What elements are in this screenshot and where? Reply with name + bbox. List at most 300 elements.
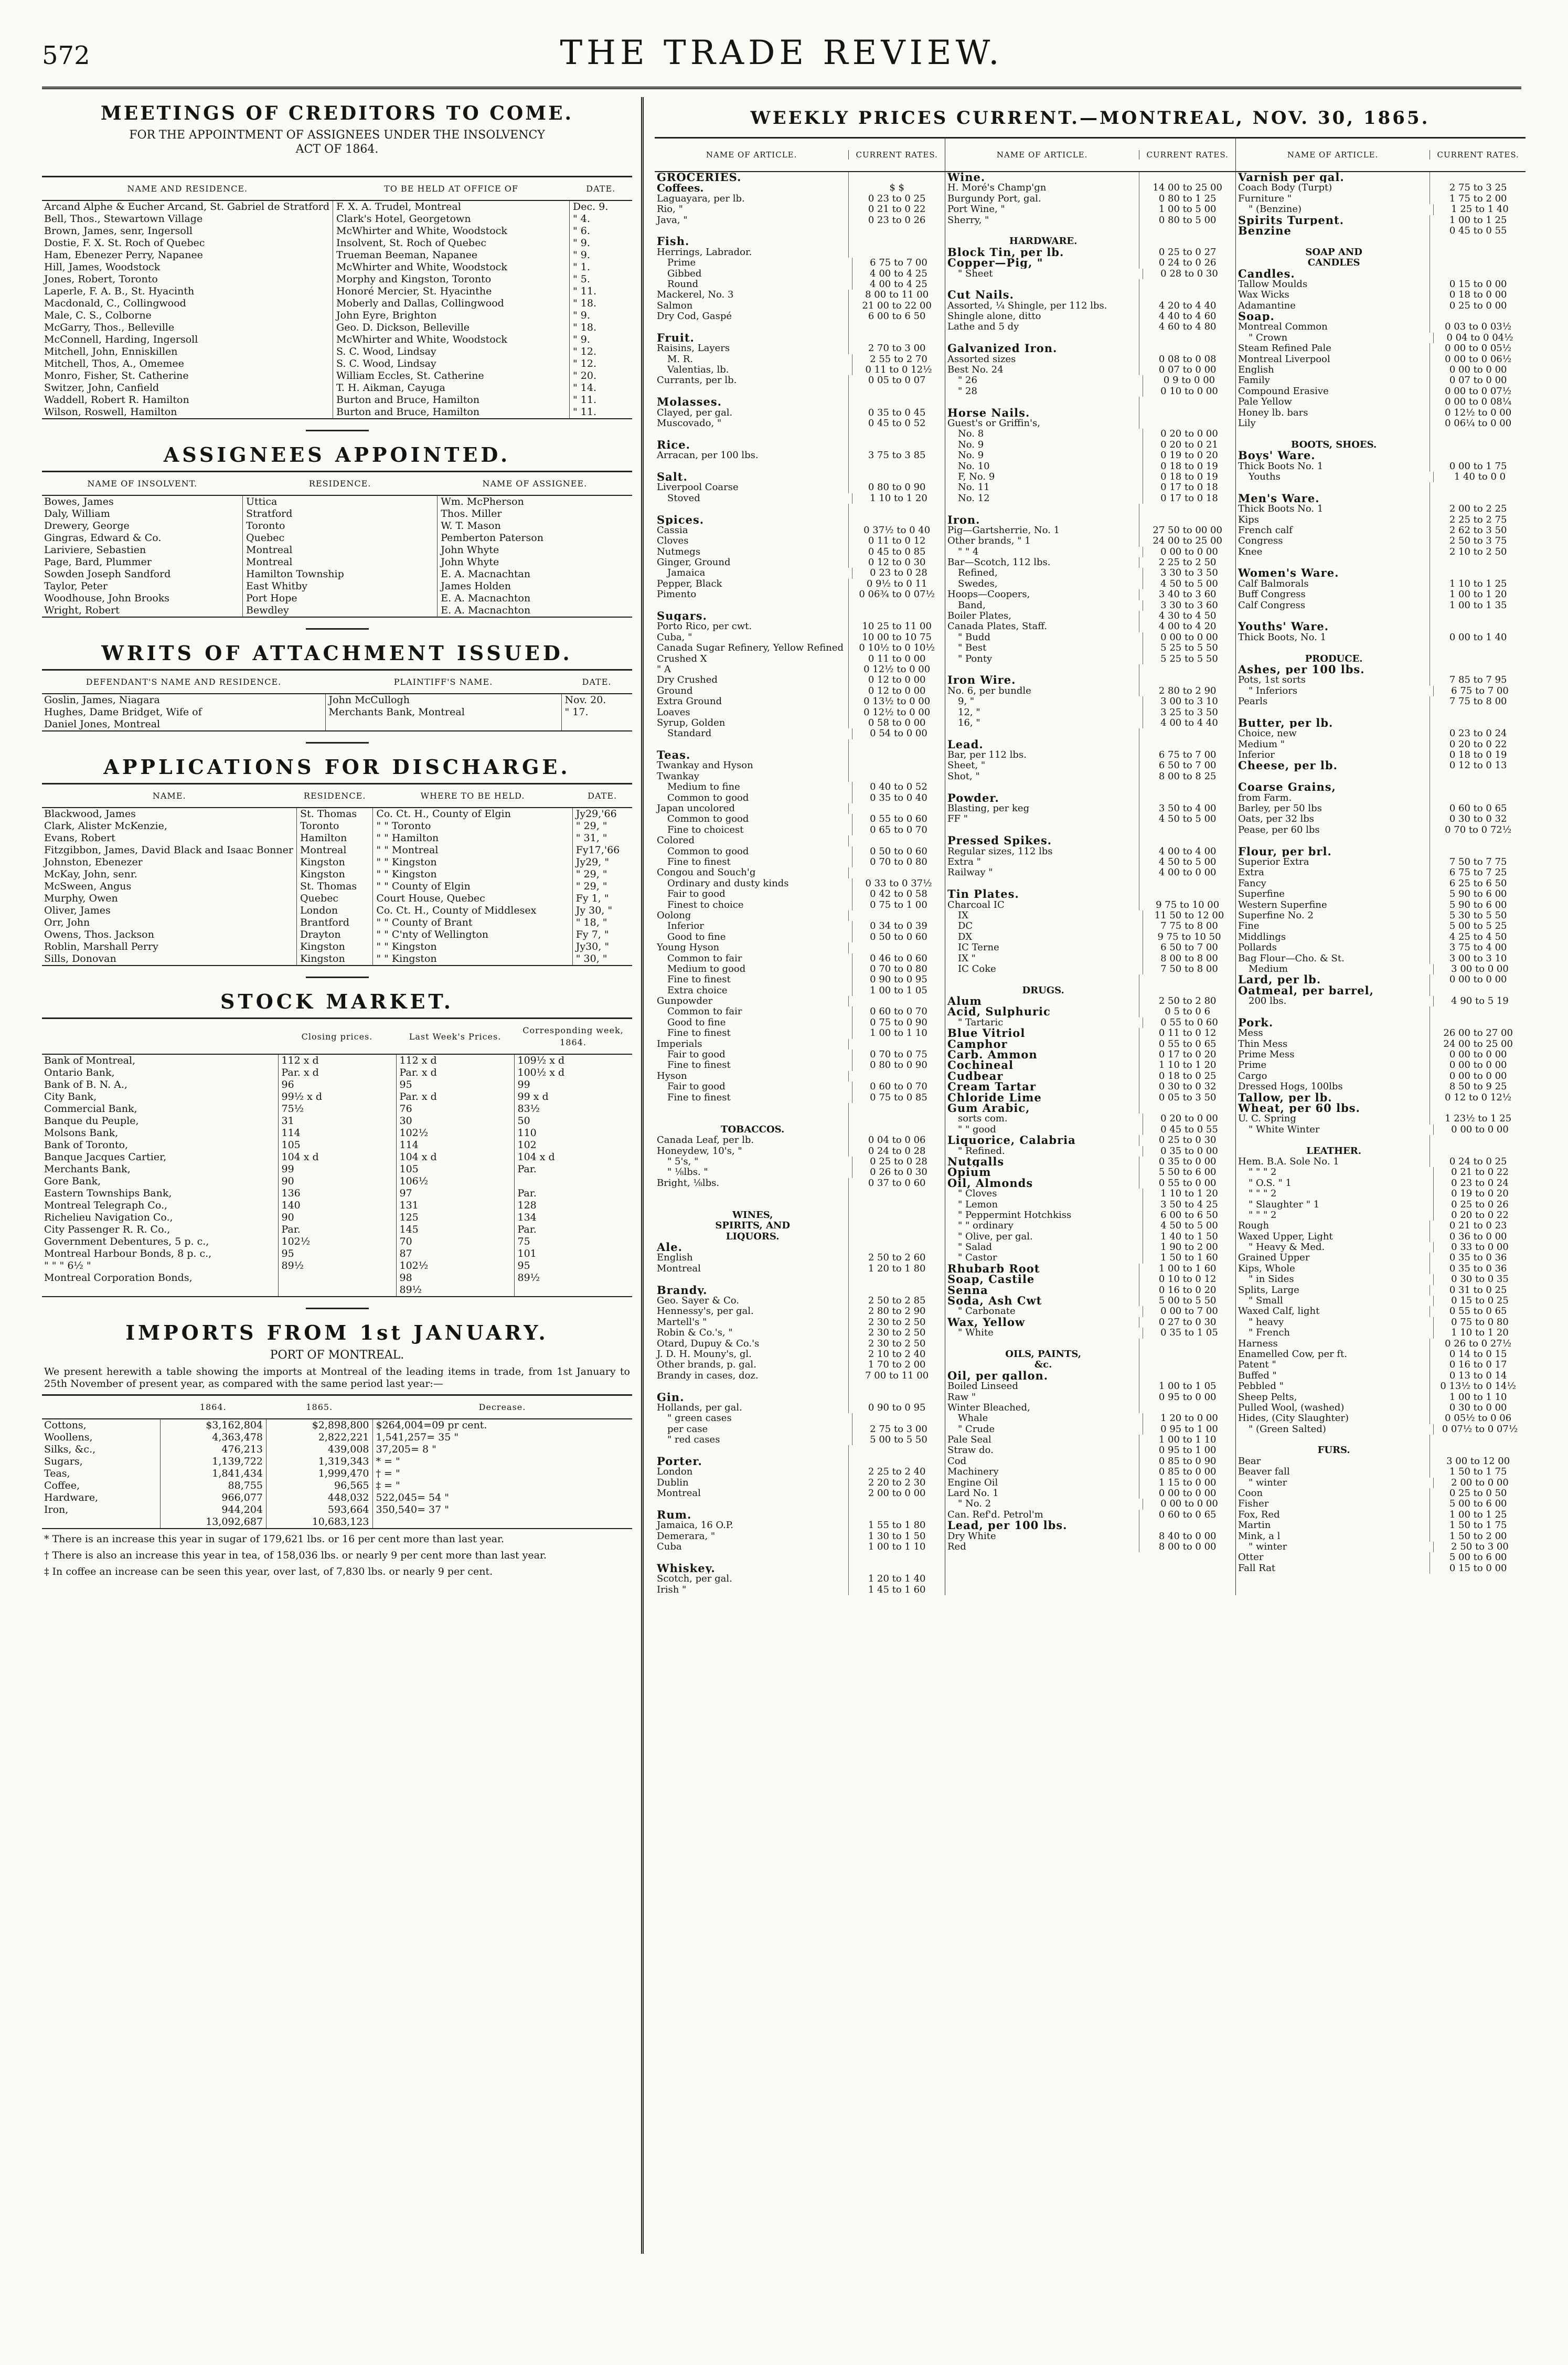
price-row xyxy=(1236,472,1526,482)
article-name: Cudbear xyxy=(947,1070,1004,1082)
article-name: Geo. Sayer & Co. xyxy=(657,1296,739,1307)
article-name: Acid, Sulphuric xyxy=(947,1006,1051,1017)
article-name: 9, " xyxy=(958,696,975,707)
table-cell: Par. x d xyxy=(278,1067,396,1079)
column-header: DATE. xyxy=(561,670,632,694)
article-rate: 0 50 to 0 60 xyxy=(852,932,945,942)
price-row xyxy=(1236,290,1526,300)
article-rate: 1 70 to 2 00 xyxy=(848,1360,945,1370)
article-name: " White Winter xyxy=(1249,1124,1320,1135)
table-cell: " 11. xyxy=(570,394,632,406)
article-rate: 0 35 to 0 36 xyxy=(1430,1264,1526,1274)
price-row xyxy=(1236,696,1526,707)
article-rate: 0 00 to 1 75 xyxy=(1430,461,1526,472)
article-rate: 8 00 to 0 00 xyxy=(1139,1542,1235,1552)
article-rate xyxy=(1430,1445,1526,1456)
article-rate: 0 12 to 0 00 xyxy=(848,675,945,685)
article-name: IX xyxy=(958,910,968,921)
article-rate xyxy=(1430,493,1526,504)
table-cell: Kingston xyxy=(296,953,372,966)
table-row xyxy=(42,1200,632,1212)
article-rate: 1 50 to 1 75 xyxy=(1430,1520,1526,1531)
article-name: Dry Crushed xyxy=(657,675,718,686)
price-row xyxy=(1236,632,1526,643)
table-row xyxy=(42,1444,632,1456)
article-rate: 0 24 to 0 26 xyxy=(1139,258,1235,268)
article-rate xyxy=(848,1563,945,1574)
article-name: Calf Congress xyxy=(1238,600,1306,611)
table-cell: Macdonald, C., Collingwood xyxy=(44,298,186,309)
article-rate: 7 00 to 11 00 xyxy=(848,1371,945,1381)
table-cell: Bank of B. N. A., xyxy=(44,1079,127,1090)
table-cell: Insolvent, St. Roch of Quebec xyxy=(333,237,570,249)
price-row xyxy=(1236,1006,1526,1017)
article-name: Fine to finest xyxy=(667,1060,731,1071)
table-cell: Nov. 20. xyxy=(561,694,632,706)
article-rate: 0 25 to 0 50 xyxy=(1430,1488,1526,1499)
article-rate xyxy=(1430,611,1526,621)
price-row xyxy=(655,921,945,931)
table-cell: * = " xyxy=(372,1456,632,1468)
price-section-heading xyxy=(655,1563,945,1574)
article-rate: 0 23 to 0 25 xyxy=(848,194,945,204)
article-rate: 0 35 to 1 05 xyxy=(1143,1328,1235,1338)
article-rate xyxy=(848,739,945,750)
section-divider xyxy=(306,977,369,978)
article-name: per case xyxy=(667,1424,708,1435)
price-row xyxy=(655,1403,945,1413)
article-rate xyxy=(1430,247,1526,258)
article-name: Kips, Whole xyxy=(1238,1263,1295,1274)
article-rate: 1 00 to 1 05 xyxy=(1139,1381,1235,1392)
price-row xyxy=(655,429,945,439)
article-name: Middlings xyxy=(1238,931,1286,942)
price-row xyxy=(945,579,1235,589)
price-row xyxy=(1236,771,1526,782)
article-name: Medium to good xyxy=(667,963,746,974)
article-rate: 0 21 to 0 22 xyxy=(1433,1167,1526,1178)
article-name: DC xyxy=(958,921,973,932)
article-rate: 9 75 to 10 00 xyxy=(1139,900,1235,910)
table-row xyxy=(42,225,632,237)
table-cell: " " County of Brant xyxy=(373,917,572,929)
article-rate: 0 55 to 0 60 xyxy=(852,814,945,824)
price-row xyxy=(945,322,1235,332)
article-name: Sheep Pelts, xyxy=(1238,1392,1297,1403)
article-rate: 0 00 to 0 06½ xyxy=(1430,354,1526,365)
article-rate: 0 65 to 0 70 xyxy=(852,825,945,835)
article-rate xyxy=(1430,172,1526,183)
table-cell: Ontario Bank, xyxy=(44,1067,115,1078)
table-cell: 131 xyxy=(396,1200,514,1212)
article-name: Cloves xyxy=(657,536,689,547)
table-cell: " " Toronto xyxy=(373,820,572,832)
article-name: Red xyxy=(947,1542,966,1552)
article-rate: 9 75 to 10 50 xyxy=(1143,932,1235,942)
price-row xyxy=(1236,814,1526,824)
article-rate: 0 35 to 0 00 xyxy=(1139,1157,1235,1167)
price-row xyxy=(945,1488,1235,1499)
article-rate xyxy=(1430,269,1526,279)
article-name: Hides, (City Slaughter) xyxy=(1238,1413,1349,1424)
article-rate: 6 50 to 7 00 xyxy=(1139,760,1235,771)
article-rate xyxy=(848,771,945,782)
article-rate xyxy=(848,1242,945,1253)
table-cell: 96 xyxy=(278,1079,396,1091)
table-cell: $3,162,804 xyxy=(160,1419,266,1431)
price-row xyxy=(655,269,945,279)
price-row xyxy=(945,1189,1235,1199)
price-row xyxy=(1236,579,1526,589)
article-rate xyxy=(848,1189,945,1199)
article-name: FURS. xyxy=(1317,1445,1350,1456)
article-rate: 0 05½ to 0 06 xyxy=(1430,1413,1526,1424)
article-rate: 0 12 to 0 13 xyxy=(1430,760,1526,771)
article-rate: 0 00 to 0 00 xyxy=(1430,1071,1526,1081)
article-name: Honeydew, 10's, " xyxy=(657,1146,742,1157)
table-cell: Kingston xyxy=(296,868,372,881)
table-cell: Ham, Ebenezer Perry, Napanee xyxy=(44,249,203,261)
article-name: Congou and Souch'g xyxy=(657,867,756,878)
price-row xyxy=(945,311,1235,322)
table-cell: 944,204 xyxy=(160,1504,266,1516)
article-name: Extra " xyxy=(947,857,981,867)
article-rate xyxy=(1139,1349,1235,1360)
article-name: Beaver fall xyxy=(1238,1467,1290,1478)
article-rate xyxy=(1139,1403,1235,1413)
article-rate xyxy=(1139,290,1235,300)
article-rate xyxy=(1139,236,1235,247)
article-name: Superfine xyxy=(1238,889,1285,900)
section-divider xyxy=(306,628,369,630)
article-name xyxy=(945,397,1139,407)
price-section-heading xyxy=(945,1135,1235,1146)
table-cell: " 29, " xyxy=(572,820,632,832)
article-name: Prime xyxy=(667,258,696,269)
price-row xyxy=(655,343,945,354)
article-rate: 8 00 to 8 25 xyxy=(1139,771,1235,782)
price-row xyxy=(1236,589,1526,600)
article-name: " Cloves xyxy=(958,1189,997,1200)
table-cell: 112 x d xyxy=(278,1054,396,1067)
article-name: Tallow, per lb. xyxy=(1238,1092,1332,1103)
price-row xyxy=(655,589,945,600)
table-cell: Wright, Robert xyxy=(44,604,120,616)
table-cell: 89½ xyxy=(514,1272,632,1284)
article-name: Montreal Liverpool xyxy=(1238,354,1330,365)
price-row xyxy=(655,760,945,771)
table-cell: 95 xyxy=(278,1248,396,1260)
article-rate: 1 20 to 1 40 xyxy=(848,1574,945,1584)
price-row xyxy=(1236,557,1526,568)
table-row xyxy=(42,1103,632,1115)
article-rate: 7 50 to 7 75 xyxy=(1430,857,1526,867)
article-rate xyxy=(848,1200,945,1210)
table-cell: Trueman Beeman, Napanee xyxy=(333,249,570,261)
article-rate xyxy=(1430,1006,1526,1017)
table-cell: $264,004=09 pr cent. xyxy=(372,1419,632,1431)
article-rate xyxy=(848,1445,945,1456)
article-rate: 1 10 to 1 20 xyxy=(1143,1189,1235,1199)
price-row xyxy=(655,194,945,204)
article-name xyxy=(655,386,848,397)
article-name: Thick Boots, No. 1 xyxy=(1238,632,1327,643)
article-rate xyxy=(1139,825,1235,835)
table-cell: 99½ x d xyxy=(278,1091,396,1103)
price-row xyxy=(655,354,945,365)
page-number: 572 xyxy=(42,41,90,70)
price-section-heading xyxy=(655,440,945,450)
article-rate xyxy=(1139,515,1235,525)
price-row xyxy=(1236,333,1526,343)
table-cell: Par. xyxy=(278,1224,396,1236)
article-rate xyxy=(848,1285,945,1296)
article-rate: 0 80 to 0 90 xyxy=(848,482,945,493)
article-name: BOOTS, SHOES. xyxy=(1291,439,1377,450)
masthead-title: THE TRADE REVIEW. xyxy=(560,34,1004,72)
article-rate: 0 60 to 0 65 xyxy=(1139,1510,1235,1520)
price-row xyxy=(655,557,945,568)
price-row xyxy=(945,589,1235,600)
article-name: Fine to finest xyxy=(667,1028,731,1039)
article-name: Laguayara, per lb. xyxy=(657,193,745,204)
column-header: NAME AND RESIDENCE. xyxy=(42,177,333,201)
article-rate: 4 50 to 5 00 xyxy=(1143,579,1235,589)
article-name: IC Coke xyxy=(958,963,996,974)
article-rate: 0 75 to 0 80 xyxy=(1433,1317,1526,1328)
table-cell: 95 xyxy=(396,1079,514,1091)
price-section-heading xyxy=(945,1360,1235,1370)
table-cell: Clark's Hotel, Georgetown xyxy=(333,213,570,225)
article-rate: 5 90 to 6 00 xyxy=(1430,889,1526,899)
article-name: Pots, 1st sorts xyxy=(1238,675,1306,686)
article-name: Cargo xyxy=(1238,1070,1267,1081)
price-row xyxy=(945,1531,1235,1542)
article-name: Wine. xyxy=(947,172,986,183)
price-row xyxy=(1236,515,1526,525)
article-name: LIQUORS. xyxy=(726,1231,780,1242)
price-row xyxy=(945,707,1235,718)
price-section-heading xyxy=(945,793,1235,803)
article-rate xyxy=(1430,985,1526,996)
price-section-heading xyxy=(1236,1445,1526,1456)
article-name xyxy=(945,782,1139,792)
article-name: No. 10 xyxy=(958,461,990,472)
price-row xyxy=(1236,1242,1526,1253)
article-rate: 0 95 to 1 00 xyxy=(1143,1424,1235,1435)
table-cell: Montreal Harbour Bonds, 8 p. c., xyxy=(44,1248,212,1259)
table-cell: 439,008 xyxy=(266,1444,373,1456)
article-name: Compound Erasive xyxy=(1238,386,1329,397)
column-header: NAME OF ASSIGNEE. xyxy=(438,472,632,496)
article-rate xyxy=(848,504,945,514)
article-name: Bar—Scotch, 112 lbs. xyxy=(947,557,1051,568)
article-rate: 1 25 to 1 40 xyxy=(1433,204,1526,215)
article-rate: 0 11 to 0 12 xyxy=(848,536,945,546)
price-section-heading xyxy=(1236,782,1526,792)
table-cell: Wm. McPherson xyxy=(438,495,632,508)
article-rate xyxy=(1139,418,1235,429)
price-row xyxy=(1236,1081,1526,1092)
article-rate: 0 20 to 0 00 xyxy=(1143,1113,1235,1124)
price-row xyxy=(1236,194,1526,204)
price-section-heading xyxy=(945,1317,1235,1328)
column-header: DATE. xyxy=(570,177,632,201)
table-cell: Eastern Townships Bank, xyxy=(44,1187,172,1199)
price-row xyxy=(945,1403,1235,1413)
article-rate xyxy=(1139,1339,1235,1349)
article-name: Robin & Co.'s, " xyxy=(657,1328,733,1339)
article-rate: 1 00 to 1 60 xyxy=(1139,1264,1235,1274)
article-rate xyxy=(848,1221,945,1231)
article-name: Sheet, " xyxy=(947,760,986,771)
article-rate xyxy=(1139,504,1235,514)
article-name: SOAP AND xyxy=(1305,247,1362,258)
article-name: " Small xyxy=(1249,1296,1283,1307)
table-cell: Silks, &c., xyxy=(44,1444,96,1455)
price-row xyxy=(655,1531,945,1542)
article-rate xyxy=(848,1552,945,1563)
price-row xyxy=(1236,793,1526,803)
article-rate: 0 23 to 0 26 xyxy=(848,215,945,226)
article-name: Men's Ware. xyxy=(1238,493,1320,504)
table-row xyxy=(42,382,632,394)
article-rate: 2 10 to 2 40 xyxy=(848,1349,945,1360)
article-name xyxy=(1236,236,1430,247)
price-section-heading xyxy=(655,750,945,760)
article-rate: 0 06¾ to 0 07½ xyxy=(848,589,945,600)
price-row xyxy=(1236,910,1526,921)
article-name: Winter Bleached, xyxy=(947,1402,1030,1413)
article-rate: 0 18 to 0 00 xyxy=(1430,290,1526,300)
article-rate: 4 25 to 4 50 xyxy=(1430,932,1526,942)
article-rate: 0 70 to 0 80 xyxy=(852,857,945,867)
price-row xyxy=(655,718,945,728)
article-rate: 1 00 to 1 10 xyxy=(852,1028,945,1038)
article-rate: 4 20 to 4 40 xyxy=(1139,301,1235,311)
price-row xyxy=(945,418,1235,429)
price-row xyxy=(945,825,1235,835)
price-row xyxy=(945,1510,1235,1520)
table-cell: McWhirter and White, Woodstock xyxy=(333,225,570,237)
table-cell: Teas, xyxy=(44,1468,70,1479)
table-cell: Fy17,'66 xyxy=(572,844,632,856)
price-row xyxy=(1236,1403,1526,1413)
article-name: Rum. xyxy=(657,1509,692,1521)
article-name: Cuba, " xyxy=(657,632,692,643)
price-row xyxy=(945,461,1235,472)
article-name xyxy=(655,1274,848,1285)
article-name: Twankay xyxy=(657,771,699,782)
article-rate xyxy=(848,611,945,621)
article-rate xyxy=(1139,226,1235,236)
article-rate: 1 45 to 1 60 xyxy=(848,1585,945,1595)
article-rate: 0 80 to 1 25 xyxy=(1139,194,1235,204)
table-cell: " 6. xyxy=(570,225,632,237)
article-rate xyxy=(848,440,945,450)
table-cell: " " Kingston xyxy=(373,953,572,966)
article-rate: 0 19 to 0 20 xyxy=(1143,450,1235,461)
price-row xyxy=(1236,418,1526,429)
article-name: " red cases xyxy=(667,1435,720,1446)
price-row xyxy=(945,1424,1235,1435)
price-row xyxy=(945,504,1235,514)
article-name: Inferior xyxy=(1238,750,1275,761)
article-name: Mess xyxy=(1238,1028,1263,1039)
article-name: Can. Ref'd. Petrol'm xyxy=(947,1509,1043,1520)
table-row xyxy=(42,200,632,213)
article-rate xyxy=(848,1113,945,1124)
article-name: Splits, Large xyxy=(1238,1285,1299,1296)
table-cell: " 9. xyxy=(570,334,632,346)
article-name xyxy=(1236,1135,1430,1146)
table-cell: " " Hamilton xyxy=(373,832,572,844)
article-rate: 0 33 to 0 37½ xyxy=(852,878,945,889)
table-cell: 83½ xyxy=(514,1103,632,1115)
article-rate xyxy=(1430,311,1526,322)
article-rate: 0 25 to 0 27 xyxy=(1139,247,1235,258)
table-cell: 448,032 xyxy=(266,1492,373,1504)
article-name: Blue Vitriol xyxy=(947,1028,1026,1039)
price-row xyxy=(655,215,945,226)
current-rates-header: CURRENT RATES. xyxy=(1430,150,1526,160)
article-rate: 2 00 to 0 00 xyxy=(848,1488,945,1499)
table-cell: " 18, " xyxy=(572,917,632,929)
table-cell: " " Kingston xyxy=(373,941,572,953)
price-row xyxy=(1236,482,1526,493)
article-name xyxy=(1236,557,1430,568)
article-name: Spices. xyxy=(657,514,705,525)
price-section-heading xyxy=(1236,1146,1526,1157)
article-name: Thick Boots No. 1 xyxy=(1238,504,1324,515)
article-name: Otter xyxy=(1238,1552,1264,1563)
table-cell: Cottons, xyxy=(44,1419,87,1431)
article-name: Chloride Lime xyxy=(947,1092,1042,1103)
article-rate: 0 90 to 0 95 xyxy=(852,974,945,985)
table-cell: Male, C. S., Colborne xyxy=(44,310,152,321)
article-name xyxy=(655,1103,848,1113)
price-row xyxy=(1236,1499,1526,1509)
article-rate: 0 11 to 0 12½ xyxy=(852,365,945,375)
price-row xyxy=(1236,204,1526,215)
article-name: Camphor xyxy=(947,1038,1008,1050)
article-rate: 0 00 to 0 00 xyxy=(1143,1499,1235,1509)
price-row xyxy=(655,1435,945,1445)
article-name: " A xyxy=(657,664,671,675)
price-row xyxy=(945,782,1235,792)
article-name: Gin. xyxy=(657,1392,685,1403)
price-row xyxy=(655,654,945,664)
article-name: Muscovado, " xyxy=(657,418,722,429)
table-cell: 101 xyxy=(514,1248,632,1260)
table-cell: S. C. Wood, Lindsay xyxy=(333,346,570,358)
table-cell: 102½ xyxy=(278,1236,396,1248)
price-row xyxy=(655,311,945,322)
article-name xyxy=(655,1113,848,1124)
article-rate: 2 30 to 2 50 xyxy=(848,1339,945,1349)
article-name: Twankay and Hyson xyxy=(657,760,753,771)
article-name: Horse Nails. xyxy=(947,407,1030,418)
article-name: IC Terne xyxy=(958,942,999,953)
price-row xyxy=(945,226,1235,236)
price-row xyxy=(945,375,1235,386)
price-row xyxy=(655,568,945,578)
article-rate xyxy=(1139,675,1235,685)
article-name xyxy=(945,504,1139,514)
article-name: Carb. Ammon xyxy=(947,1049,1038,1060)
article-rate: 2 25 to 2 40 xyxy=(848,1467,945,1477)
article-rate: 0 17 to 0 18 xyxy=(1143,482,1235,493)
